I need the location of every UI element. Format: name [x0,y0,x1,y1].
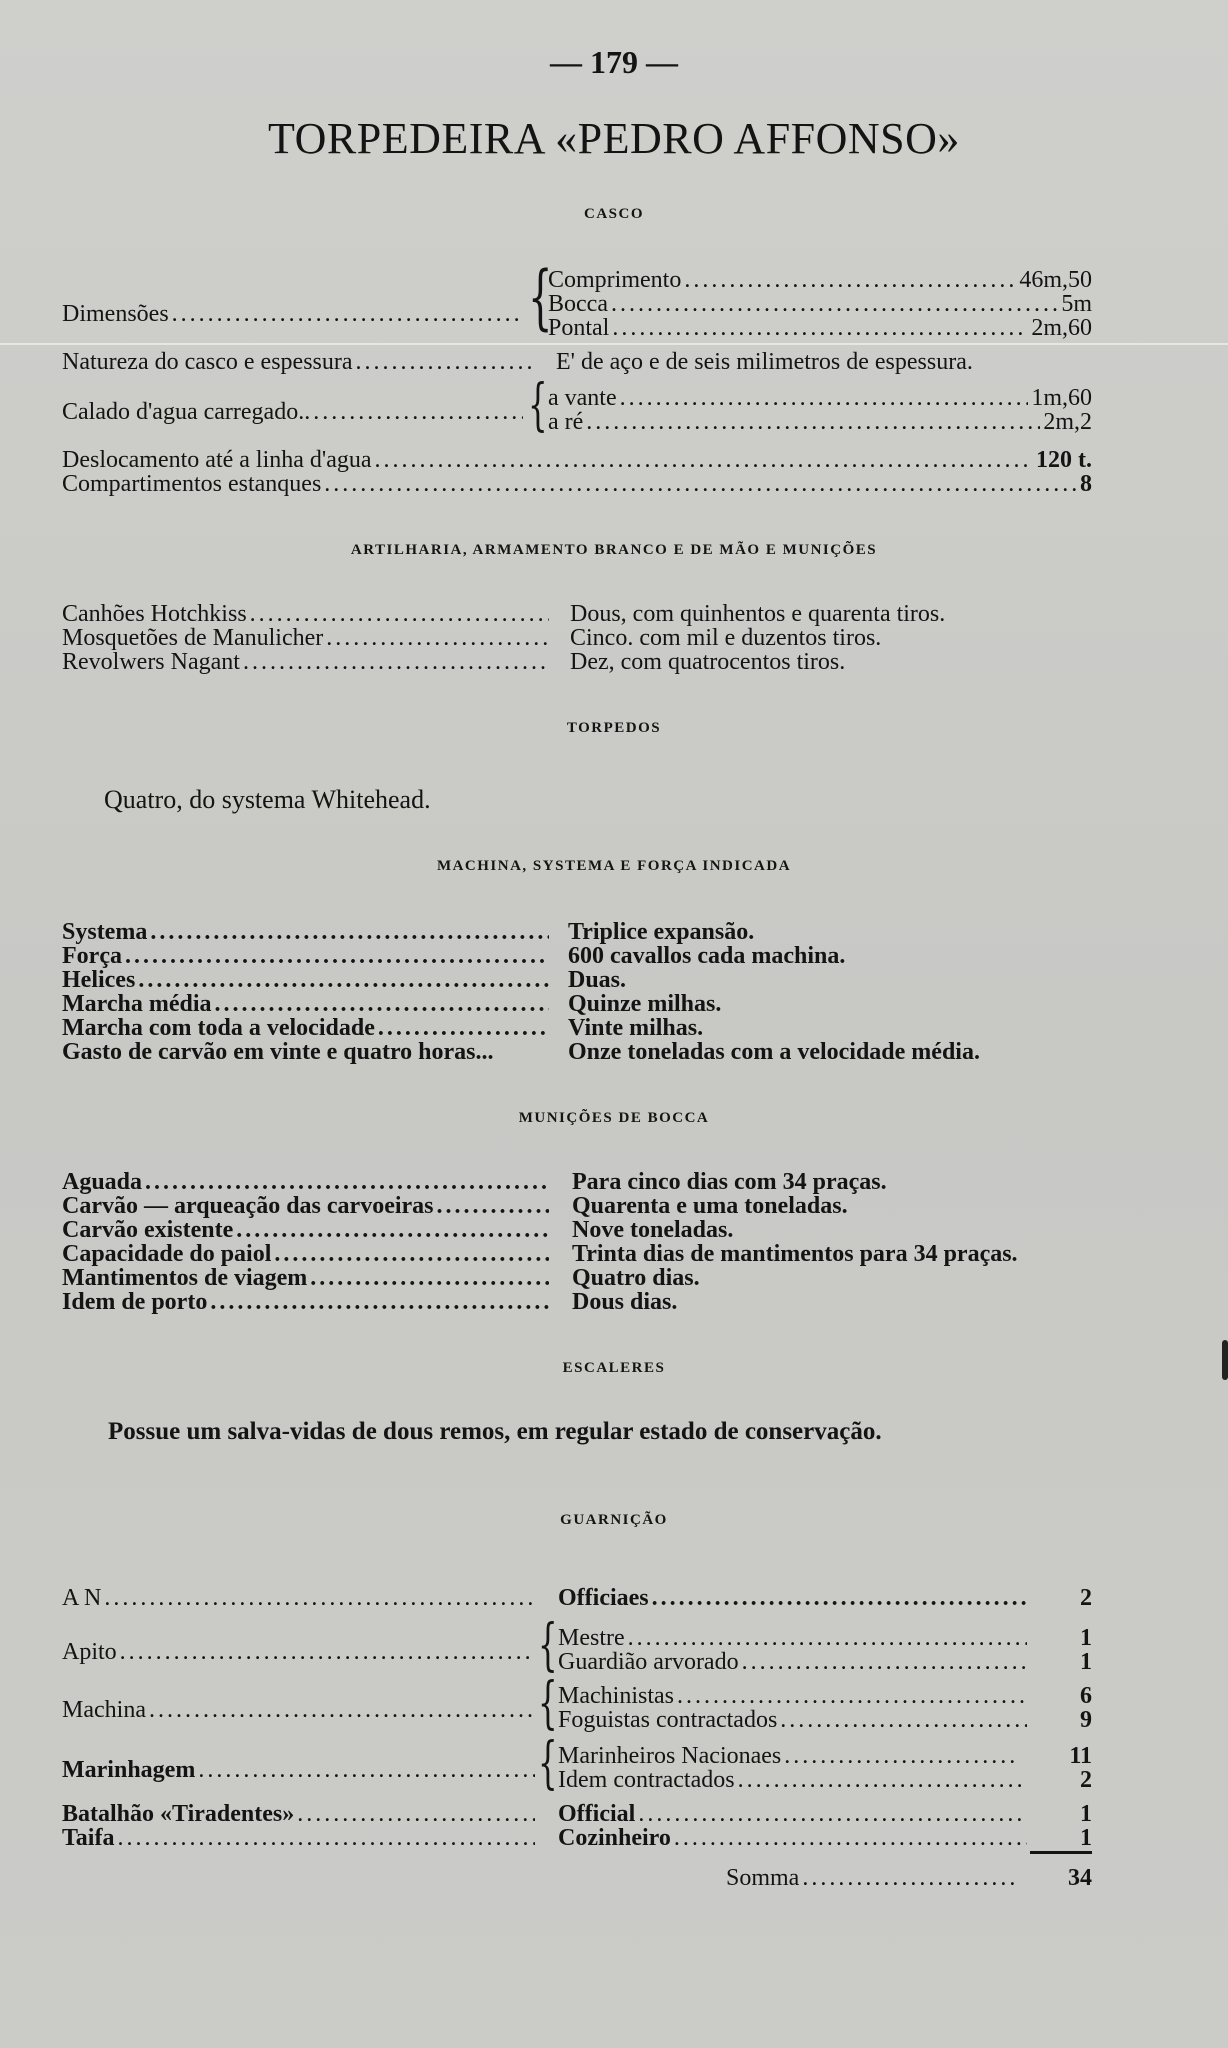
escaleres-text: Possue um salva-vidas de dous remos, em regular estado de conservação. [108,1418,882,1445]
leader-dots [243,650,549,674]
dimensoes-item-row [548,268,1092,292]
dimensoes-item-value: 46m,50 [1019,267,1092,293]
guarnicao-total-row [726,1866,1092,1890]
artilharia-value: Dous, com quinhentos e quarenta tiros. [570,601,946,627]
leader-dots [742,1650,1027,1674]
section-heading-artilharia: ARTILHARIA, ARMAMENTO BRANCO E DE MÃO E MUNIÇÕES [350,542,878,558]
machina-row [62,1016,1092,1040]
artilharia-label-wrap [62,602,552,626]
artilharia-row [62,602,1092,626]
brace: { [538,1613,558,1678]
municoes-label: Capacidade do paiol [62,1241,272,1267]
municoes-label-wrap [62,1290,552,1314]
guarnicao-total-label: Somma [726,1865,800,1891]
torpedos-text: Quatro, do systema Whitehead. [104,785,431,814]
machina-label: Força [62,943,122,969]
municoes-row [62,1242,1092,1266]
compartimentos-label: Compartimentos estanques [62,471,322,497]
guarnicao-item-label: Mestre [558,1625,625,1651]
leader-dots [611,292,1058,316]
machina-value: Onze toneladas com a velocidade média. [568,1039,980,1065]
page-number: — 179 — [550,44,678,80]
guarnicao-item-row [558,1684,1092,1708]
guarnicao-item-value: 9 [1080,1707,1092,1733]
leader-dots [620,386,1029,410]
dimensoes-item-value: 5m [1061,291,1092,317]
guarnicao-item-row [558,1586,1092,1610]
natureza-value: E' de aço e de seis milimetros de espessura. [556,349,973,375]
machina-value: 600 cavallos cada machina. [568,943,846,969]
leader-dots [780,1708,1027,1732]
machina-row [62,968,1092,992]
brace: { [538,1731,558,1796]
machina-row [62,992,1092,1016]
leader-dots [117,1826,535,1850]
calado-label: Calado d'agua carregado.. [62,399,311,425]
guarnicao-item-label: Officiaes [558,1585,649,1611]
guarnicao-group-label-row [62,1802,538,1826]
calado-label-row [62,400,526,424]
leader-dots [437,1194,549,1218]
artilharia-row [62,626,1092,650]
guarnicao-group-label: Batalhão «Tiradentes» [62,1801,295,1827]
calado-item-label: a vante [548,385,617,411]
municoes-value: Nove toneladas. [572,1217,734,1243]
artilharia-label-wrap [62,626,552,650]
guarnicao-group-label: Apito [62,1639,117,1665]
leader-dots [120,1640,535,1664]
section-heading-guarnicao: GUARNIÇÃO [560,1512,668,1528]
leader-dots [125,944,549,968]
machina-label-wrap [62,920,552,944]
guarnicao-item-row [558,1744,1092,1768]
natureza-row [62,350,1092,374]
deslocamento-row [62,448,1092,472]
section-heading-escaleres: ESCALERES [562,1360,666,1376]
municoes-label: Idem de porto [62,1289,208,1315]
scan-artifact-line [0,343,1228,345]
artilharia-label: Canhões Hotchkiss [62,601,247,627]
leader-dots [378,1016,549,1040]
municoes-label: Mantimentos de viagem [62,1265,308,1291]
machina-row [62,1040,1092,1064]
leader-dots [652,1586,1027,1610]
section-heading-casco: CASCO [583,206,644,222]
leader-dots [324,472,1077,496]
leader-dots [138,968,549,992]
guarnicao-group-label: Taifa [62,1825,115,1851]
brace: { [528,373,548,438]
guarnicao-item-label: Foguistas contractados [558,1707,778,1733]
guarnicao-group-label-row [62,1586,538,1610]
guarnicao-item-row [558,1768,1092,1792]
guarnicao-item-label: Guardião arvorado [558,1649,739,1675]
artilharia-row [62,650,1092,674]
municoes-value: Dous dias. [572,1289,678,1315]
leader-dots [310,1266,549,1290]
municoes-label: Aguada [62,1169,143,1195]
municoes-label-wrap [62,1218,552,1242]
dimensoes-label-row [62,302,526,326]
dimensoes-item-label: Comprimento [548,267,682,293]
guarnicao-item-value: 2 [1080,1585,1092,1611]
dimensoes-item-row [548,316,1092,340]
guarnicao-item-value: 1 [1080,1649,1092,1675]
artilharia-label: Revolwers Nagant [62,649,240,675]
dimensoes-item-label: Bocca [548,291,608,317]
leader-dots [628,1626,1027,1650]
guarnicao-item-value: 11 [1069,1743,1092,1769]
guarnicao-item-value: 1 [1080,1825,1092,1851]
section-heading-machina: MACHINA, SYSTEMA E FORÇA INDICADA [436,858,792,874]
leader-dots [210,1290,549,1314]
municoes-row [62,1218,1092,1242]
artilharia-label: Mosquetões de Manulicher [62,625,324,651]
leader-dots [802,1866,1015,1890]
guarnicao-item-row [558,1626,1092,1650]
natureza-label-wrap [62,350,538,374]
brace: { [528,256,553,338]
leader-dots [784,1744,1016,1768]
machina-label-wrap [62,968,552,992]
municoes-label-wrap [62,1242,552,1266]
machina-value: Vinte milhas. [568,1015,704,1041]
machina-value: Quinze milhas. [568,991,722,1017]
machina-label-wrap [62,1040,552,1064]
municoes-label-wrap [62,1266,552,1290]
municoes-value: Trinta dias de mantimentos para 34 praças. [572,1241,1018,1267]
guarnicao-total-value: 34 [1068,1865,1092,1891]
municoes-row [62,1194,1092,1218]
artilharia-label-wrap [62,650,552,674]
municoes-row [62,1170,1092,1194]
dimensoes-item-row [548,292,1092,316]
leader-dots [172,302,523,326]
leader-dots [215,992,549,1016]
leader-dots [104,1586,535,1610]
machina-row [62,920,1092,944]
guarnicao-item-value: 1 [1080,1801,1092,1827]
leader-dots [638,1802,1027,1826]
guarnicao-item-row [558,1826,1092,1850]
guarnicao-group-label: Marinhagem [62,1757,196,1783]
leader-dots [198,1758,535,1782]
natureza-label: Natureza do casco e espessura [62,349,353,375]
page-title: TORPEDEIRA «PEDRO AFFONSO» [268,114,960,163]
municoes-label: Carvão — arqueação das carvoeiras [62,1193,434,1219]
leader-dots [586,410,1040,434]
leader-dots [677,1684,1027,1708]
machina-row [62,944,1092,968]
municoes-value: Para cinco dias com 34 praças. [572,1169,887,1195]
leader-dots [145,1170,549,1194]
machina-label-wrap [62,992,552,1016]
guarnicao-item-label: Idem contractados [558,1767,735,1793]
guarnicao-item-label: Marinheiros Nacionaes [558,1743,782,1769]
municoes-row [62,1290,1092,1314]
leader-dots [250,602,549,626]
leader-dots [375,448,1033,472]
brace: { [538,1671,558,1736]
artilharia-value: Cinco. com mil e duzentos tiros. [570,625,882,651]
guarnicao-group-label-row [62,1758,538,1782]
guarnicao-item-row [558,1708,1092,1732]
guarnicao-group-label-row [62,1640,538,1664]
calado-item-value: 1m,60 [1031,385,1092,411]
guarnicao-group-label-row [62,1826,538,1850]
guarnicao-item-value: 2 [1080,1767,1092,1793]
guarnicao-item-value: 1 [1080,1625,1092,1651]
guarnicao-group-label: Machina [62,1697,146,1723]
leader-dots [297,1802,535,1826]
leader-dots [684,268,1016,292]
dimensoes-item-label: Pontal [548,315,610,341]
dimensoes-item-value: 2m,60 [1031,315,1092,341]
machina-value: Duas. [568,967,627,993]
guarnicao-item-label: Machinistas [558,1683,674,1709]
total-rule [1030,1851,1092,1854]
deslocamento-value: 120 t. [1036,447,1092,473]
machina-label: Gasto de carvão em vinte e quatro horas... [62,1039,494,1065]
compartimentos-value: 8 [1080,471,1092,497]
municoes-label-wrap [62,1170,552,1194]
municoes-row [62,1266,1092,1290]
machina-label: Marcha média [62,991,212,1017]
leader-dots [313,400,523,424]
leader-dots [326,626,549,650]
municoes-label: Carvão existente [62,1217,234,1243]
deslocamento-label: Deslocamento até a linha d'agua [62,447,372,473]
guarnicao-item-row [558,1650,1092,1674]
machina-label: Systema [62,919,148,945]
machina-value: Triplice expansão. [568,919,755,945]
machina-label-wrap [62,944,552,968]
dimensoes-label: Dimensões [62,301,169,327]
section-heading-torpedos: TORPEDOS [566,720,662,736]
municoes-label-wrap [62,1194,552,1218]
leader-dots [150,920,549,944]
artilharia-value: Dez, com quatrocentos tiros. [570,649,846,675]
calado-item-row [548,410,1092,434]
guarnicao-item-value: 6 [1080,1683,1092,1709]
guarnicao-item-row [558,1802,1092,1826]
municoes-value: Quarenta e uma toneladas. [572,1193,848,1219]
leader-dots [674,1826,1027,1850]
calado-item-label: a ré [548,409,584,435]
leader-dots [356,350,535,374]
calado-item-value: 2m,2 [1043,409,1092,435]
leader-dots [236,1218,549,1242]
leader-dots [149,1698,535,1722]
leader-dots [274,1242,549,1266]
leader-dots [738,1768,1027,1792]
guarnicao-item-label: Cozinheiro [558,1825,671,1851]
machina-label: Marcha com toda a velocidade [62,1015,375,1041]
guarnicao-item-label: Official [558,1801,636,1827]
leader-dots [612,316,1028,340]
compartimentos-row [62,472,1092,496]
machina-label-wrap [62,1016,552,1040]
machina-label: Helices [62,967,136,993]
calado-item-row [548,386,1092,410]
municoes-value: Quatro dias. [572,1265,700,1291]
section-heading-municoes-bocca: MUNIÇÕES DE BOCCA [518,1110,710,1126]
guarnicao-group-label: A N [62,1585,102,1611]
guarnicao-group-label-row [62,1698,538,1722]
